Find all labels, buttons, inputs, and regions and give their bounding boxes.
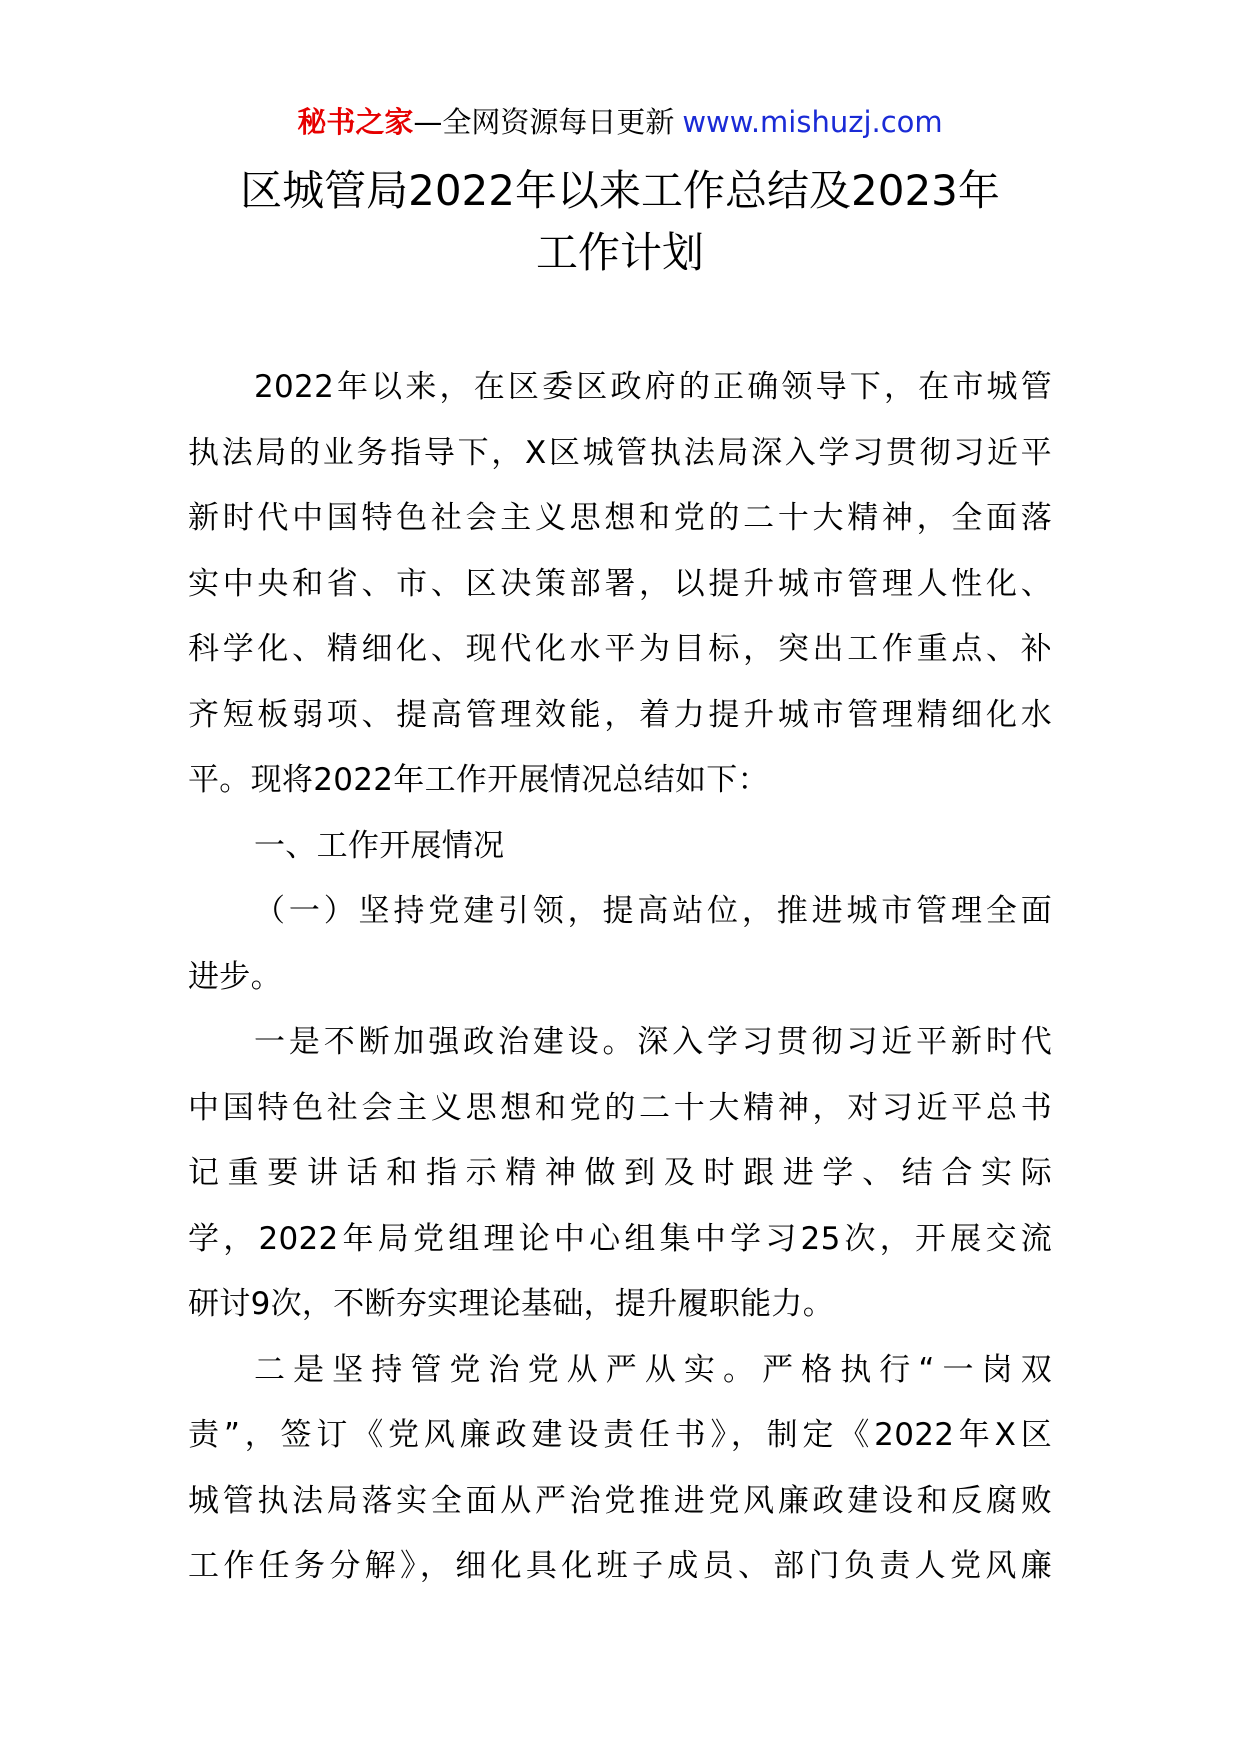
text-line: （一）坚持党建引领，提高站位，推进城市管理全面 <box>254 893 1052 929</box>
text-line: 平。现将2022年工作开展情况总结如下： <box>188 762 769 798</box>
text-line: 城管执法局落实全面从严治党推进党风廉政建设和反腐败 <box>188 1482 1052 1519</box>
text-line: 学，2022年局党组理论中心组集中学习25次，开展交流 <box>188 1220 1052 1257</box>
text-line: 记重要讲话和指示精神做到及时跟进学、结合实际 <box>188 1155 1052 1191</box>
banner-slogan: —全网资源每日更新 <box>413 105 675 139</box>
site-banner <box>0 102 1240 142</box>
text-line: 一、工作开展情况 <box>254 827 505 864</box>
subsection-heading <box>188 879 1052 1010</box>
text-line: 工作任务分解》，细化具化班子成员、部门负责人党风廉 <box>188 1548 1052 1584</box>
section-heading <box>188 814 1052 880</box>
point-two-paragraph <box>188 1338 1052 1600</box>
text-line: 研讨9次，不断夯实理论基础，提升履职能力。 <box>188 1286 835 1322</box>
text-line: 新时代中国特色社会主义思想和党的二十大精神，全面落 <box>188 500 1052 536</box>
banner-url-link[interactable]: www.mishuzj.com <box>682 105 943 139</box>
text-line: 科学化、精细化、现代化水平为目标，突出工作重点、补 <box>188 631 1052 667</box>
text-line: 2022年以来，在区委区政府的正确领导下，在市城管 <box>254 369 1052 405</box>
text-line: 责”，签订《党风廉政建设责任书》，制定《2022年X区 <box>188 1417 1052 1453</box>
title-line-2: 工作计划 <box>535 228 704 277</box>
intro-paragraph <box>188 355 1052 814</box>
text-line: 一是不断加强政治建设。深入学习贯彻习近平新时代 <box>254 1024 1052 1060</box>
text-line: 二是坚持管党治党从严从实。严格执行“一岗双 <box>254 1351 1052 1388</box>
text-line: 进步。 <box>188 958 282 995</box>
text-line: 中国特色社会主义思想和党的二十大精神，对习近平总书 <box>188 1089 1052 1126</box>
text-line: 执法局的业务指导下，X区城管执法局深入学习贯彻习近平 <box>188 434 1052 471</box>
point-one-paragraph <box>188 1010 1052 1338</box>
text-line: 实中央和省、市、区决策部署，以提升城市管理人性化、 <box>188 565 1052 602</box>
document-body <box>188 355 1052 1600</box>
banner-brand: 秘书之家 <box>297 105 414 139</box>
text-line: 齐短板弱项、提高管理效能，着力提升城市管理精细化水 <box>188 696 1052 733</box>
document-title <box>150 160 1090 284</box>
title-line-1: 区城管局2022年以来工作总结及2023年 <box>240 166 1000 215</box>
